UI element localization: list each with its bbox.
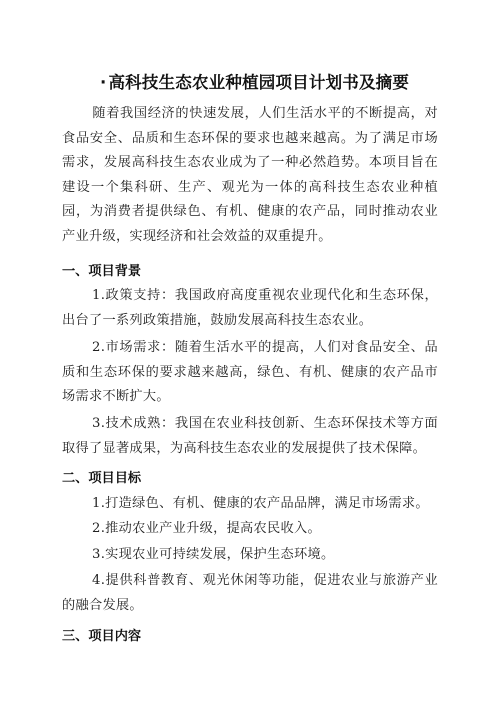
document-title — [100, 72, 460, 94]
goals-item-1 — [62, 492, 438, 517]
goals-item-2-text: 2.推动农业产业升级，提高农民收入。 — [92, 521, 321, 536]
background-item-2 — [62, 336, 438, 410]
intro-text: 随着我国经济的快速发展，人们生活水平的不断提高，对食品安全、品质和生态环保的要求也越来越高。为了满足市场需求，发展高科技生态农业成为了一种必然趋势。本项目旨在建设一个集科研、生产、观光为一体的高科技生态农业种植园，为消费者提供绿色、有机、健康的农产品，同时推动农业产业升级，实现经济和社会效益的双重提升。 — [62, 106, 438, 244]
goals-item-2 — [62, 517, 438, 542]
background-item-3 — [62, 412, 438, 461]
goals-item-4 — [62, 569, 438, 618]
section-heading-goals: 二、项目目标 — [62, 471, 142, 486]
intro-paragraph — [62, 102, 438, 250]
goals-item-4-text: 4.提供科普教育、观光休闲等功能，促进农业与旅游产业的融合发展。 — [62, 573, 438, 613]
background-item-3-text: 3.技术成熟：我国在农业科技创新、生态环保技术等方面取得了显著成果，为高科技生态农业的发展提供了技术保障。 — [62, 416, 438, 456]
section-heading-content: 三、项目内容 — [62, 629, 142, 644]
goals-item-3 — [62, 543, 438, 568]
goals-item-1-text: 1.打造绿色、有机、健康的农产品品牌，满足市场需求。 — [92, 496, 429, 511]
title-marker: · — [100, 73, 107, 92]
background-item-1-text: 1.政策支持：我国政府高度重视农业现代化和生态环保，出台了一系列政策措施，鼓励发展高科技生态农业。 — [62, 288, 438, 328]
background-item-1 — [62, 284, 438, 333]
background-item-2-text: 2.市场需求：随着生活水平的提高，人们对食品安全、品质和生态环保的要求越来越高，绿色、有机、健康的农产品市场需求不断扩大。 — [62, 340, 438, 405]
goals-item-3-text: 3.实现农业可持续发展，保护生态环境。 — [92, 547, 335, 562]
section-heading-background: 一、项目背景 — [62, 264, 142, 279]
title-text: 高科技生态农业种植园项目计划书及摘要 — [108, 73, 410, 92]
